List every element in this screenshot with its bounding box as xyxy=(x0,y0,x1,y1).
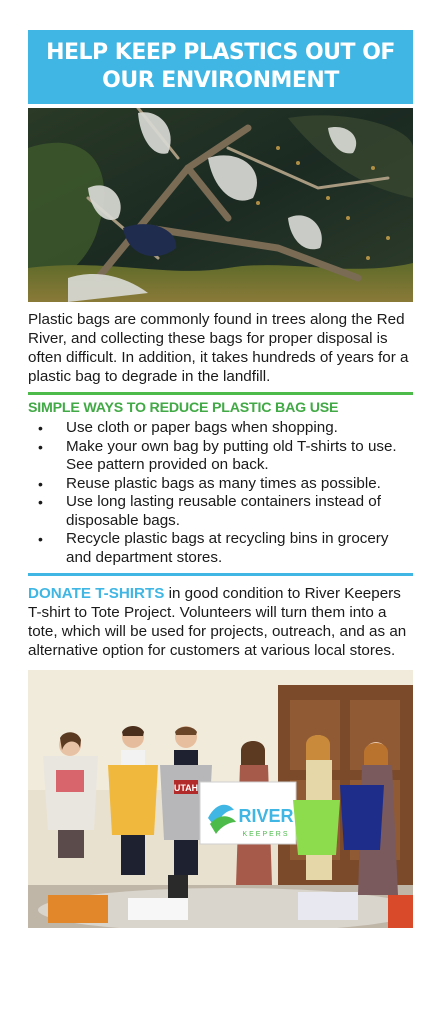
volunteers-photo xyxy=(28,670,413,928)
list-item: • Recycle plastic bags at recycling bins in grocery and department stores. xyxy=(38,530,389,566)
sign-title: RIVER xyxy=(238,806,294,826)
green-divider xyxy=(28,392,413,395)
blue-divider xyxy=(28,573,413,576)
title-banner xyxy=(28,30,413,104)
donate-highlight: DONATE T-SHIRTS xyxy=(28,585,165,602)
list-item: • Use long lasting reusable containers instead of disposable bags. xyxy=(38,493,381,529)
tips-list xyxy=(28,419,413,567)
list-item: • Reuse plastic bags as many times as possible. xyxy=(38,474,381,492)
donate-text: in good condition to River Keepers T-shirt to Tote Project. Volunteers will turn them into a tote, which will be used for projects, outreach, and as an alternative option for customers at various local stores. xyxy=(28,585,407,659)
river-keepers-sign xyxy=(200,782,296,844)
page-title: HELP KEEP PLASTICS OUT OF OUR ENVIRONMENT xyxy=(46,40,395,93)
volunteers-illustration xyxy=(28,670,413,928)
donate-paragraph xyxy=(28,584,413,660)
tips-heading: SIMPLE WAYS TO REDUCE PLASTIC BAG USE xyxy=(28,400,339,416)
intro-paragraph: Plastic bags are commonly found in trees along the Red River, and collecting these bags for proper disposal is often difficult. In addition, it takes hundreds of years for a plastic bag to degrade in the landfill. xyxy=(28,311,409,385)
sign-subtitle: KEEPERS xyxy=(242,831,290,838)
shirt-text: UTAH xyxy=(173,783,199,793)
flyer-page xyxy=(28,30,413,928)
river-debris-illustration xyxy=(28,108,413,302)
list-item: • Make your own bag by putting old T-shirts to use. See pattern provided on back. xyxy=(38,437,397,473)
list-item: • Use cloth or paper bags when shopping. xyxy=(38,419,338,436)
plastic-bags-river-photo xyxy=(28,108,413,302)
